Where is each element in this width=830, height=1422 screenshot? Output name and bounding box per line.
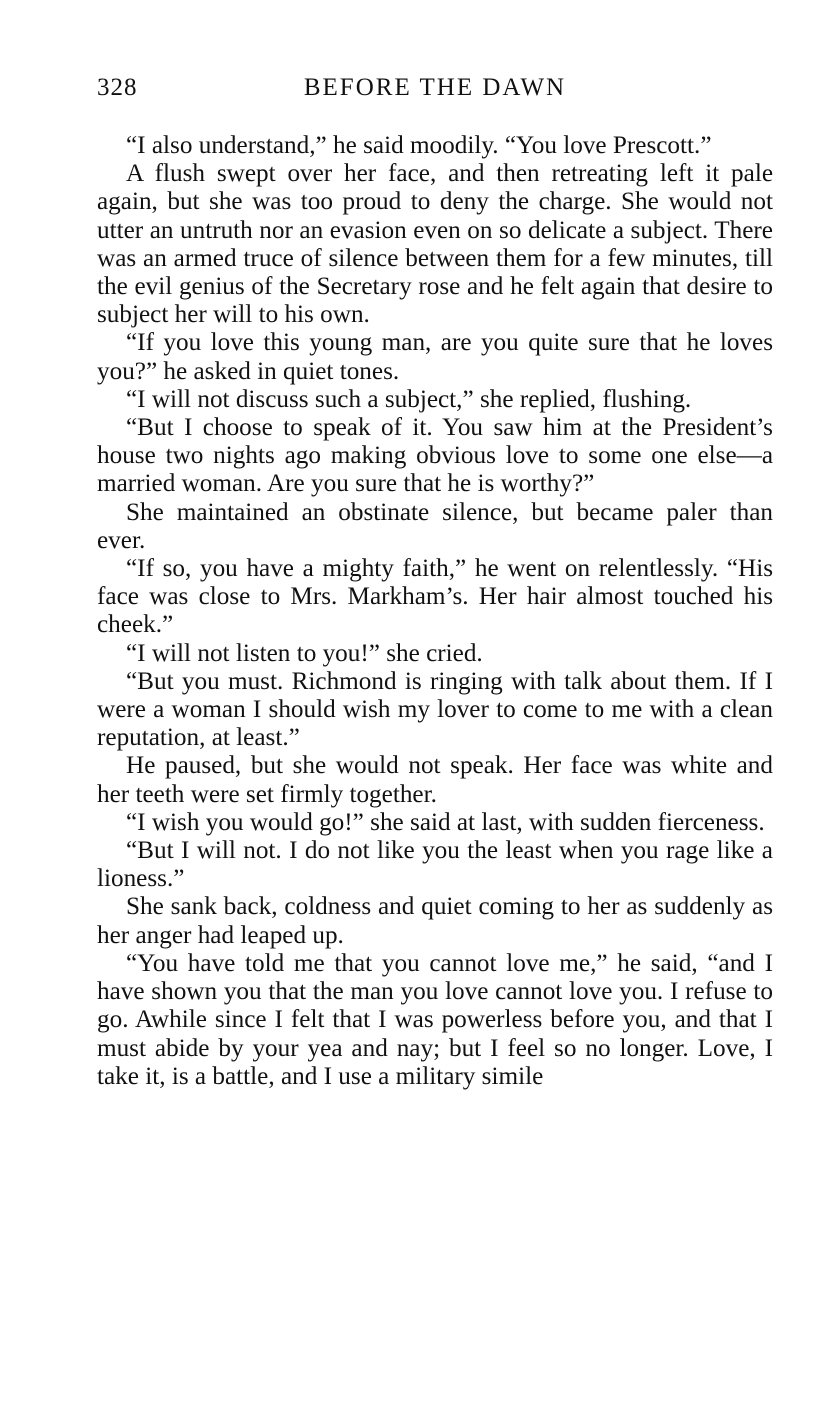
paragraph-10: He paused, but she would not speak. Her face was white and her teeth were set firmly together. (97, 752, 773, 808)
book-page (97, 68, 773, 1091)
paragraph-11: “I wish you would go!” she said at last, with sudden fierceness. (126, 808, 765, 836)
paragraph-3: “If you love this young man, are you quite sure that he loves you?” he asked in quiet tones. (97, 329, 773, 385)
body-text (97, 132, 773, 1091)
paragraph-4: “I will not discuss such a subject,” she replied, flushing. (126, 385, 692, 413)
paragraph-13: She sank back, coldness and quiet coming to her as suddenly as her anger had leaped up. (97, 893, 773, 949)
paragraph-8: “I will not listen to you!” she cried. (126, 639, 483, 667)
paragraph-6: She maintained an obstinate silence, but became paler than ever. (97, 498, 773, 554)
paragraph-5: “But I choose to speak of it. You saw him at the President’s house two nights ago making obvious love to some one else—a married woman. Are you sure that he is worthy?” (97, 414, 773, 498)
paragraph-7: “If so, you have a mighty faith,” he went on relentlessly. “His face was close to Mrs. Markham’s. Her hair almost touched his cheek.” (97, 555, 773, 639)
paragraph-2: A flush swept over her face, and then retreating left it pale again, but she was too proud to deny the charge. She would not utter an untruth nor an evasion even on so delicate a subject. There was an armed truce of silence between them for a few minutes, till the evil genius of the Secretary rose and he felt again that desire to subject her will to his own. (97, 160, 773, 329)
paragraph-9: “But you must. Richmond is ringing with talk about them. If I were a woman I should wish my lover to come to me with a clean reputation, at least.” (97, 667, 773, 752)
page-number: 328 (97, 74, 138, 101)
paragraph-14: “You have told me that you cannot love me,” he said, “and I have shown you that the man you love cannot love you. I refuse to go. Awhile since I felt that I was powerless before you, and that I must abide by your yea and nay; but I feel so no longer. Love, I take it, is a battle, and I use a military simile (97, 949, 773, 1090)
running-title: BEFORE THE DAWN (303, 74, 567, 101)
paragraph-12: “But I will not. I do not like you the least when you rage like a lioness.” (97, 837, 773, 893)
paragraph-1: “I also understand,” he said moodily. “You love Prescott.” (126, 132, 712, 159)
running-head (97, 68, 773, 108)
